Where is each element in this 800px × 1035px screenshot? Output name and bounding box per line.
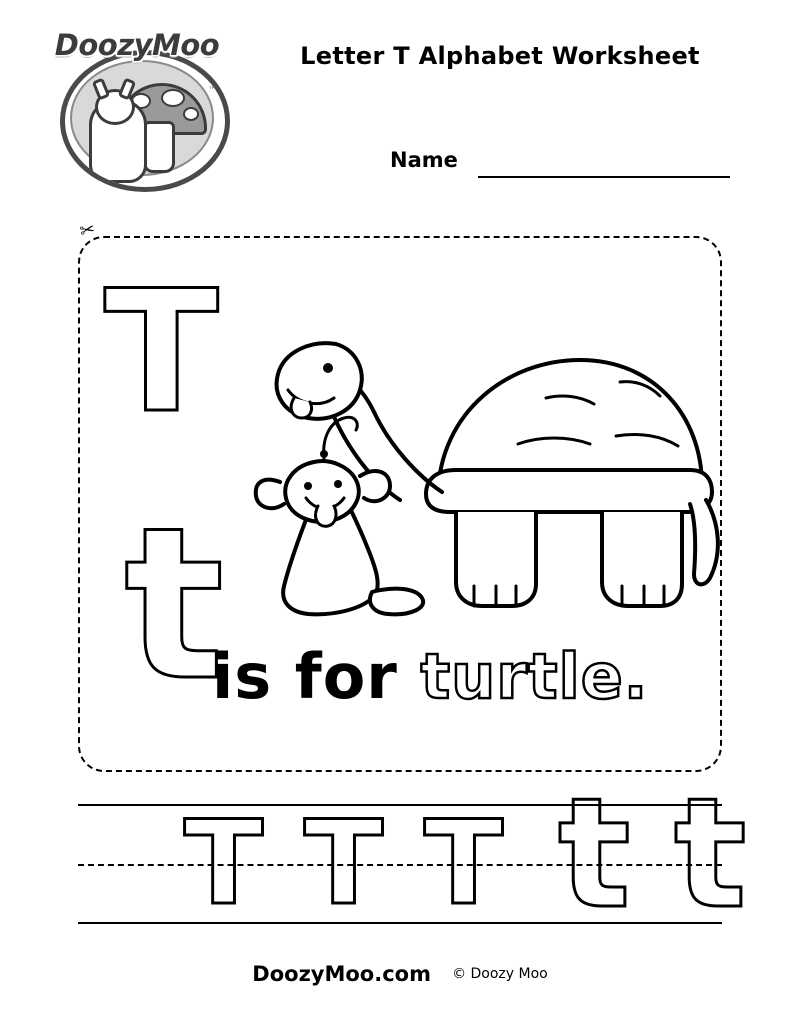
lowercase-letter-outline: t [124,482,225,727]
doozy-moo-logo [42,28,232,188]
mushroom-spot-icon [183,107,199,121]
tracing-practice-area[interactable] [78,765,747,942]
logo-trademark: ™ [208,86,217,96]
turtle-illustration-svg [250,286,720,626]
scissors-icon: ✂ [77,218,98,243]
footer-copyright: © Doozy Moo [452,966,548,982]
footer-site-name[interactable]: DoozyMoo.com [252,962,431,986]
trace-letter[interactable]: T [184,796,264,931]
trace-letter[interactable]: T [304,796,384,931]
name-field-row [390,148,740,182]
phrase-word: turtle. [420,640,649,713]
trace-letter[interactable]: t [558,765,631,942]
logo-wordmark: DoozyMoo [54,28,220,62]
turtle-illustration [250,286,720,626]
page-title: Letter T Alphabet Worksheet [300,42,700,70]
name-label: Name [390,148,458,172]
trace-letter[interactable]: t [674,765,747,942]
logo-badge-circle [60,50,230,192]
mushroom-spot-icon [161,89,185,107]
name-input-line[interactable] [478,176,730,178]
worksheet-header [0,0,800,210]
worksheet-footer [0,962,800,986]
uppercase-letter-outline: T [104,254,219,450]
phrase-prefix: is for [212,640,421,713]
mushroom-stem-icon [143,121,175,173]
phrase-line [212,640,648,713]
trace-letter[interactable]: T [424,796,504,931]
